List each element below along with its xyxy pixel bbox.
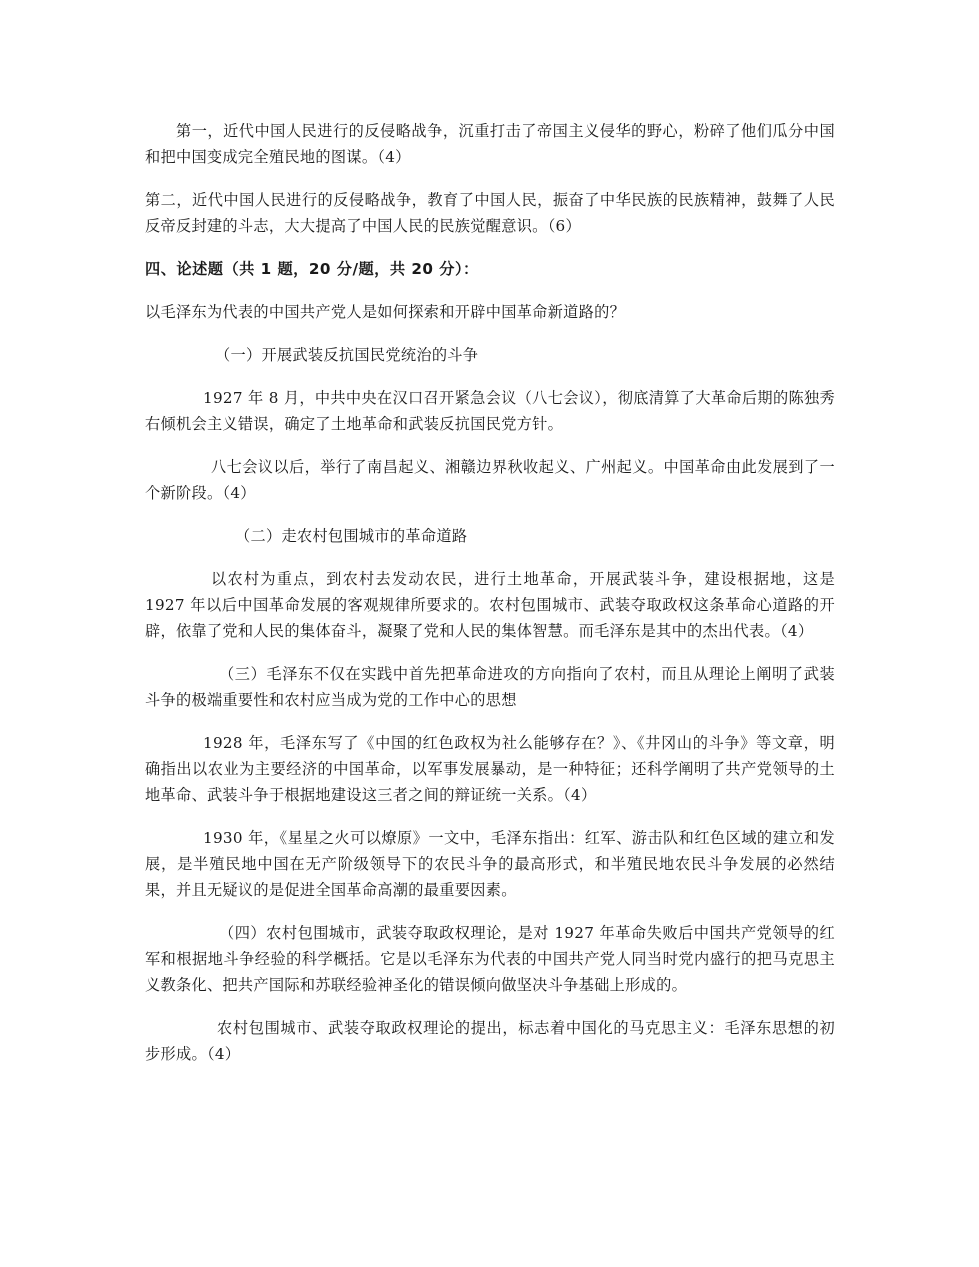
- subheading-two: （二）走农村包围城市的革命道路: [235, 527, 468, 545]
- paragraph-1928: 1928 年，毛泽东写了《中国的红色政权为社么能够存在？》、《井冈山的斗争》等文章，明确指出以农业为主要经济的中国革命，以军事发展暴动，是一种特征；还科学阐明了共产党领导的土地革命、武装斗争于根据地建设这三者之间的辩证统一关系。（4）: [145, 734, 835, 804]
- paragraph-rural-road: 以农村为重点，到农村去发动农民，进行土地革命，开展武装斗争，建设根据地，这是 1927 年以后中国革命发展的客观规律所要求的。农村包围城市、武装夺取政权这条革命心道路的开辟，依靠了党和人民的集体奋斗，凝聚了党和人民的集体智慧。而毛泽东是其中的杰出代表。（4）: [145, 570, 835, 640]
- subheading-four: （四）农村包围城市，武装夺取政权理论，是对 1927 年革命失败后中国共产党领导的红军和根据地斗争经验的科学概括。它是以毛泽东为代表的中国共产党人同当时党内盛行的把马克思主义教条化、把共产国际和苏联经验神圣化的错误倾向做坚决斗争基础上形成的。: [145, 924, 835, 994]
- paragraph-august-meeting: 1927 年 8 月，中共中央在汉口召开紧急会议（八七会议），彻底清算了大革命后期的陈独秀右倾机会主义错误，确定了土地革命和武装反抗国民党方针。: [145, 389, 835, 433]
- paragraph-first-point: 第一，近代中国人民进行的反侵略战争，沉重打击了帝国主义侵华的野心，粉碎了他们瓜分中国和把中国变成完全殖民地的图谋。（4）: [145, 122, 835, 166]
- subheading-one: （一）开展武装反抗国民党统治的斗争: [215, 346, 479, 364]
- paragraph-conclusion: 农村包围城市、武装夺取政权理论的提出，标志着中国化的马克思主义：毛泽东思想的初步形成。（4）: [145, 1019, 835, 1063]
- paragraph-uprisings: 八七会议以后，举行了南昌起义、湘赣边界秋收起义、广州起义。中国革命由此发展到了一个新阶段。（4）: [145, 458, 835, 502]
- document-page: [145, 118, 835, 1084]
- paragraph-second-point: 第二，近代中国人民进行的反侵略战争，教育了中国人民，振奋了中华民族的民族精神，鼓舞了人民反帝反封建的斗志，大大提高了中国人民的民族觉醒意识。（6）: [145, 191, 835, 235]
- subheading-three: （三）毛泽东不仅在实践中首先把革命进攻的方向指向了农村，而且从理论上阐明了武装斗争的极端重要性和农村应当成为党的工作中心的思想: [145, 665, 835, 709]
- section-heading-essay: 四、论述题（共 1 题，20 分/题，共 20 分）：: [145, 260, 479, 278]
- paragraph-1930: 1930 年，《星星之火可以燎原》一文中，毛泽东指出：红军、游击队和红色区域的建立和发展，是半殖民地中国在无产阶级领导下的农民斗争的最高形式，和半殖民地农民斗争发展的必然结果，并且无疑议的是促进全国革命高潮的最重要因素。: [145, 829, 835, 899]
- essay-question: 以毛泽东为代表的中国共产党人是如何探索和开辟中国革命新道路的？: [145, 303, 626, 321]
